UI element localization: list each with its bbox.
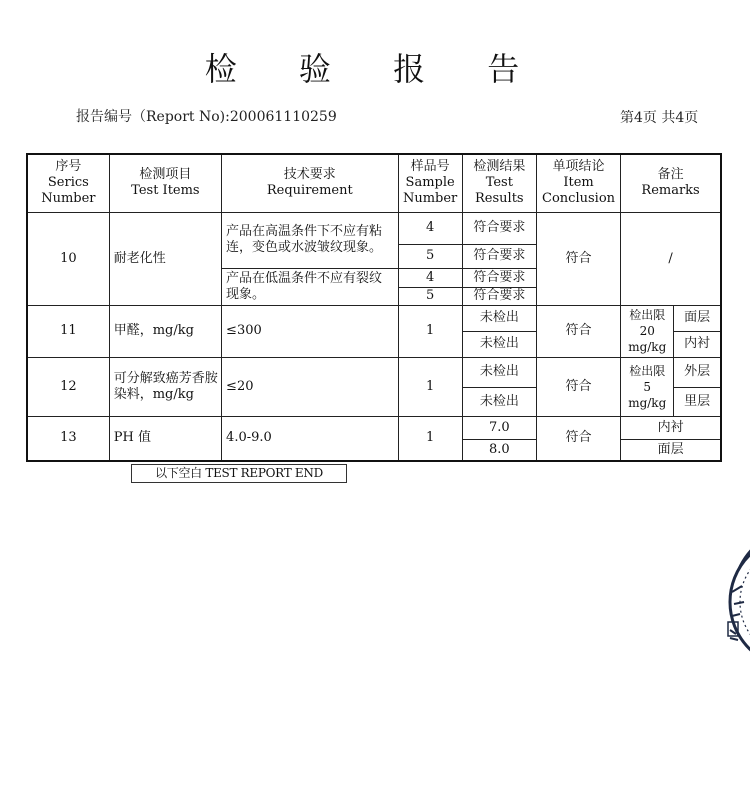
header-result: 检测结果 Test Results (462, 154, 536, 212)
header-remarks: 备注 Remarks (621, 154, 721, 212)
row13-result: 7.0 (462, 416, 536, 439)
test-results-table (26, 153, 722, 462)
row13-conclusion: 符合 (536, 416, 620, 461)
row11-conclusion: 符合 (536, 305, 620, 357)
official-seal-stamp (726, 522, 750, 682)
row11-layer: 内衬 (674, 331, 721, 357)
row11-number: 11 (27, 305, 109, 357)
row11-item: 甲醛，mg/kg (109, 305, 221, 357)
row10-sample: 4 (398, 268, 462, 287)
row11-detection-limit: 检出限 20 mg/kg (621, 305, 674, 357)
row10-sample: 5 (398, 287, 462, 305)
report-number: 报告编号（Report No):200061110259 (76, 109, 337, 125)
row11-sample: 1 (398, 305, 462, 357)
row12-item: 可分解致癌芳香胺染料，mg/kg (109, 357, 221, 416)
row11-result: 未检出 (462, 305, 536, 331)
row11-layer: 面层 (674, 305, 721, 331)
row13-requirement: 4.0-9.0 (222, 416, 399, 461)
row12-result: 未检出 (462, 387, 536, 416)
row13-item: PH 值 (109, 416, 221, 461)
row10-remark: / (621, 212, 721, 305)
row10-requirement-high: 产品在高温条件下不应有粘连，变色或水波皱纹现象。 (222, 212, 399, 268)
report-title: 检 验 报 告 (204, 50, 546, 88)
row12-sample: 1 (398, 357, 462, 416)
report-end-marker: 以下空白 TEST REPORT END (131, 464, 347, 483)
page-info: 第4页 共4页 (620, 110, 699, 126)
header-requirement: 技术要求 Requirement (222, 154, 399, 212)
row12-layer: 外层 (674, 357, 721, 387)
row10-result: 符合要求 (462, 244, 536, 268)
row12-number: 12 (27, 357, 109, 416)
table-row (27, 305, 721, 331)
row11-result: 未检出 (462, 331, 536, 357)
header-item: 检测项目 Test Items (109, 154, 221, 212)
table-row (27, 212, 721, 244)
row12-detection-limit: 检出限 5 mg/kg (621, 357, 674, 416)
row10-number: 10 (27, 212, 109, 305)
row10-conclusion: 符合 (536, 212, 620, 305)
row11-requirement: ≤300 (222, 305, 399, 357)
header-serial: 序号 Serics Number (27, 154, 109, 212)
row13-result: 8.0 (462, 439, 536, 461)
header-conclusion: 单项结论 Item Conclusion (536, 154, 620, 212)
table-row (27, 357, 721, 387)
row12-conclusion: 符合 (536, 357, 620, 416)
row13-number: 13 (27, 416, 109, 461)
row10-item: 耐老化性 (109, 212, 221, 305)
row12-result: 未检出 (462, 357, 536, 387)
table-row (27, 416, 721, 439)
header-sample: 样品号 Sample Number (398, 154, 462, 212)
table-header-row (27, 154, 721, 212)
row13-sample: 1 (398, 416, 462, 461)
row10-result: 符合要求 (462, 287, 536, 305)
row12-requirement: ≤20 (222, 357, 399, 416)
row10-sample: 5 (398, 244, 462, 268)
row10-requirement-low: 产品在低温条件不应有裂纹现象。 (222, 268, 399, 305)
row10-sample: 4 (398, 212, 462, 244)
row10-result: 符合要求 (462, 268, 536, 287)
row10-result: 符合要求 (462, 212, 536, 244)
row13-layer: 内衬 (621, 416, 721, 439)
row13-layer: 面层 (621, 439, 721, 461)
row12-layer: 里层 (674, 387, 721, 416)
